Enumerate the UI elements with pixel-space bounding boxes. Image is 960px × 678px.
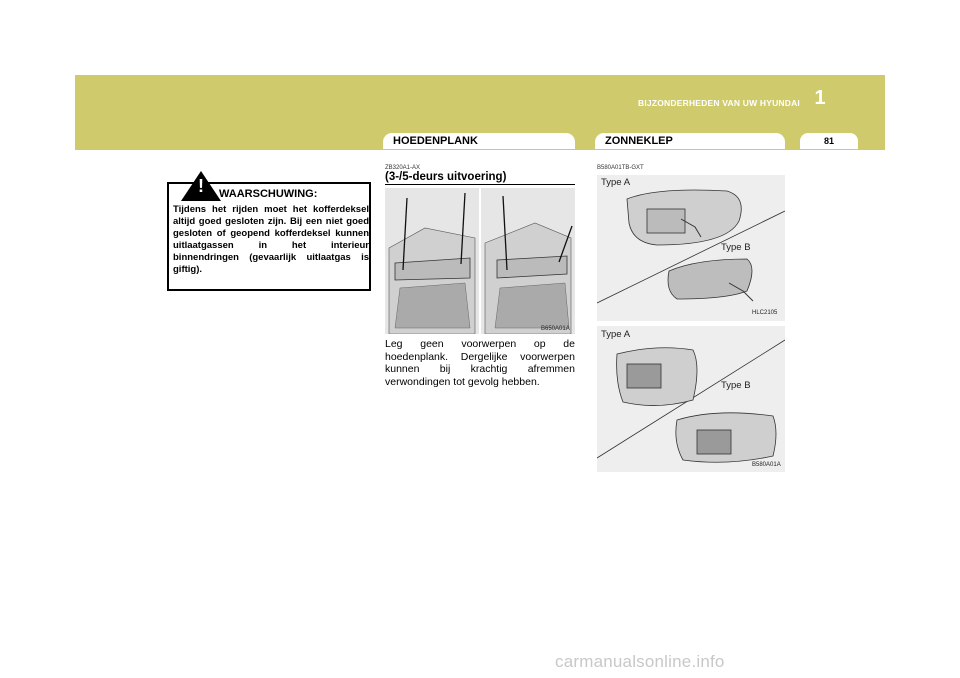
hoedenplank-illustration <box>385 188 575 334</box>
chapter-label: BIJZONDERHEDEN VAN UW HYUNDAI <box>638 98 800 108</box>
page-number: 81 <box>800 133 858 149</box>
exclamation-icon: ! <box>198 176 204 196</box>
sun-visor-illustration-1 <box>597 175 785 321</box>
watermark: carmanualsonline.info <box>555 652 725 671</box>
hoedenplank-body: Leg geen voorwerpen op de hoedenplank. Dergelijke voorwerpen kunnen bij krachtig afremmen verwondingen tot gevolg hebben. <box>385 338 575 388</box>
zonneklep-figure-1 <box>597 175 785 321</box>
figure1-label-type-b: Type B <box>721 242 751 253</box>
warning-box <box>167 176 371 291</box>
zonneklep-code: B580A01TB-GXT <box>597 165 644 171</box>
sun-visor-illustration-2 <box>597 326 785 472</box>
hoedenplank-figure <box>385 188 575 334</box>
hoedenplank-subheading: (3-/5-deurs uitvoering) <box>385 171 575 185</box>
section-tab-hoedenplank: HOEDENPLANK <box>383 133 575 149</box>
figure1-code: HLC2105 <box>752 310 778 316</box>
figure2-label-type-b: Type B <box>721 380 751 391</box>
section-tab-zonneklep: ZONNEKLEP <box>595 133 785 149</box>
chapter-number: 1 <box>814 87 826 109</box>
hoedenplank-figure-code: B650A01A <box>541 326 570 332</box>
figure1-label-type-a: Type A <box>601 177 631 188</box>
zonneklep-figure-2 <box>597 326 785 472</box>
hoedenplank-code: ZB320A1-AX <box>385 165 421 171</box>
warning-text: Tijdens het rijden moet het kofferdeksel altijd goed gesloten zijn. Bij een niet goed gesloten of geopend kofferdeksel kunnen uitlaatgassen in het interieur binnendringen (gevaarlijk uitlaatgas is giftig). <box>173 204 369 275</box>
figure2-label-type-a: Type A <box>601 329 631 340</box>
figure2-code: B580A01A <box>752 462 781 468</box>
warning-title: WAARSCHUWING: <box>219 188 318 200</box>
